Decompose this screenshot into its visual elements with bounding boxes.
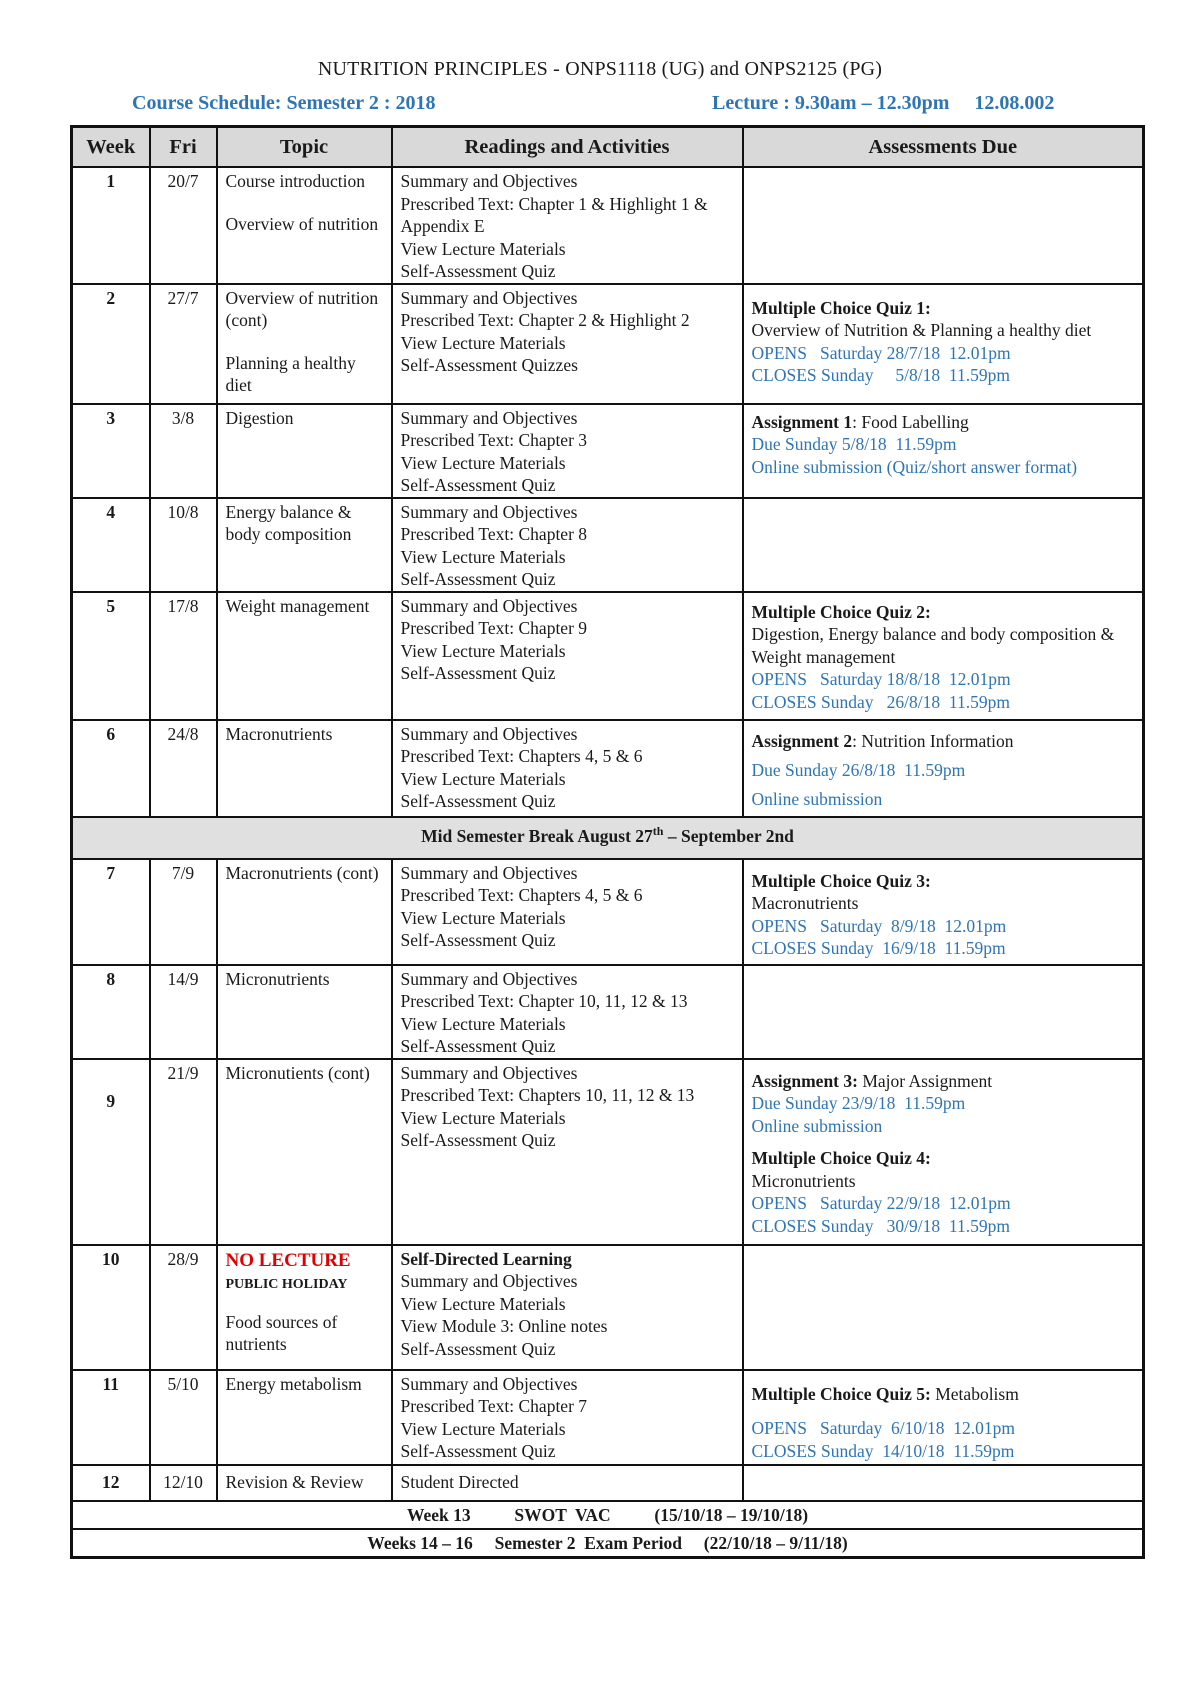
date-cell: 28/9 — [150, 1245, 217, 1370]
week-cell: 4 — [72, 498, 150, 592]
quiz-description: Digestion, Energy balance and body composition & Weight management — [751, 624, 1115, 667]
reading-item: Summary and Objectives — [400, 1271, 578, 1291]
assessment-cell — [743, 404, 1144, 498]
reading-item: Self-Assessment Quiz — [400, 1130, 556, 1150]
date-cell: 17/8 — [150, 592, 217, 720]
page-title: NUTRITION PRINCIPLES - ONPS1118 (UG) and ONPS2125 (PG) — [317, 58, 883, 80]
date-cell: 27/7 — [150, 284, 217, 404]
reading-item: Student Directed — [400, 1471, 519, 1492]
week-cell: 1 — [72, 167, 150, 284]
assignment-due: Due Sunday 26/8/18 11.59pm — [751, 759, 966, 780]
assessment-cell — [743, 1370, 1144, 1465]
break-superscript: th — [652, 823, 664, 838]
topic-cell — [217, 167, 392, 284]
assignment-submission: Online submission (Quiz/short answer format) — [751, 456, 1078, 477]
reading-item: Summary and Objectives — [400, 171, 578, 191]
date-cell: 12/10 — [150, 1465, 217, 1501]
break-prefix: Mid Semester Break August 27 — [421, 825, 653, 846]
week-cell: 5 — [72, 592, 150, 720]
quiz-title: Multiple Choice Quiz 2: — [751, 601, 931, 622]
readings-cell — [392, 167, 743, 284]
date-cell: 24/8 — [150, 720, 217, 817]
header-readings: Readings and Activities — [392, 127, 743, 168]
date-cell: 3/8 — [150, 404, 217, 498]
reading-item: View Lecture Materials — [400, 640, 566, 661]
topic-cell — [217, 404, 392, 498]
assignment-name: Major Assignment — [857, 1070, 993, 1091]
quiz-opens: OPENS Saturday 22/9/18 12.01pm — [751, 1193, 1011, 1213]
table-row — [72, 965, 1144, 1059]
table-row — [72, 720, 1144, 817]
lecture-info: Lecture : 9.30am – 12.30pm 12.08.002 — [712, 92, 1055, 114]
assessment-cell — [743, 284, 1144, 404]
readings-cell — [392, 284, 743, 404]
reading-item: Prescribed Text: Chapters 10, 11, 12 & 13 — [400, 1085, 695, 1105]
assessment-cell — [743, 965, 1144, 1059]
reading-item: Self-Assessment Quizzes — [400, 355, 578, 375]
quiz-closes: CLOSES Sunday 14/10/18 11.59pm — [751, 1440, 1015, 1461]
reading-item: Self-Assessment Quiz — [400, 1441, 556, 1461]
assessment-cell — [743, 1245, 1144, 1370]
reading-item: Summary and Objectives — [400, 723, 578, 744]
assignment-title: Assignment 3: — [751, 1070, 858, 1091]
reading-item: Prescribed Text: Chapter 2 & Highlight 2 — [400, 310, 690, 330]
quiz-title: Multiple Choice Quiz 4: — [751, 1148, 931, 1168]
topic-cell — [217, 859, 392, 965]
swot-vac-row — [72, 1501, 1144, 1529]
reading-item: Self-Assessment Quiz — [400, 261, 556, 281]
assignment-heading — [752, 1070, 1135, 1093]
topic-cell — [217, 1245, 392, 1370]
table-row — [72, 404, 1144, 498]
swot-vac-text: Week 13 SWOT VAC (15/10/18 – 19/10/18) — [406, 1504, 809, 1525]
assessment-cell — [743, 859, 1144, 965]
date-cell: 20/7 — [150, 167, 217, 284]
topic-text: Planning a healthy diet — [225, 352, 356, 395]
reading-item: Summary and Objectives — [400, 862, 578, 883]
quiz-opens: OPENS Saturday 18/8/18 12.01pm — [751, 669, 1011, 689]
reading-item: Summary and Objectives — [400, 287, 578, 308]
quiz-name: Metabolism — [930, 1383, 1019, 1404]
reading-item: View Lecture Materials — [400, 1013, 566, 1034]
topic-text: Food sources of nutrients — [225, 1311, 338, 1354]
quiz-closes: CLOSES Sunday 30/9/18 11.59pm — [751, 1215, 1010, 1236]
quiz-closes: CLOSES Sunday 5/8/18 11.59pm — [751, 365, 1010, 385]
quiz-closes: CLOSES Sunday 26/8/18 11.59pm — [751, 691, 1010, 712]
quiz-opens: OPENS Saturday 6/10/18 12.01pm — [751, 1418, 1015, 1438]
assessment-cell — [743, 592, 1144, 720]
topic-cell — [217, 965, 392, 1059]
table-row — [72, 859, 1144, 965]
reading-item: View Lecture Materials — [400, 452, 566, 473]
week-cell: 2 — [72, 284, 150, 404]
table-row — [72, 1370, 1144, 1465]
readings-cell — [392, 592, 743, 720]
topic-text: Overview of nutrition (cont) — [225, 287, 379, 330]
readings-cell — [392, 498, 743, 592]
table-row — [72, 167, 1144, 284]
exam-period-text: Weeks 14 – 16 Semester 2 Exam Period (22/10/18 – 9/11/18) — [367, 1532, 848, 1553]
quiz-title: Multiple Choice Quiz 5: — [751, 1383, 931, 1404]
quiz-opens: OPENS Saturday 28/7/18 12.01pm — [751, 342, 1011, 363]
date-cell: 7/9 — [150, 859, 217, 965]
reading-item: Summary and Objectives — [400, 1373, 578, 1394]
reading-item: Summary and Objectives — [400, 1062, 578, 1083]
topic-cell — [217, 592, 392, 720]
assignment-heading — [752, 411, 1135, 434]
reading-item: Prescribed Text: Chapters 4, 5 & 6 — [400, 885, 643, 905]
assignment-heading — [752, 727, 1135, 756]
assignment-name: : Food Labelling — [852, 411, 969, 432]
readings-cell — [392, 720, 743, 817]
reading-item: View Module 3: Online notes — [400, 1316, 608, 1336]
table-row — [72, 1059, 1144, 1245]
topic-cell — [217, 1370, 392, 1465]
mid-semester-break-row — [72, 817, 1144, 859]
quiz-description: Micronutrients — [751, 1170, 856, 1191]
exam-period-row — [72, 1529, 1144, 1558]
reading-item: Prescribed Text: Chapter 8 — [400, 524, 588, 544]
quiz-closes: CLOSES Sunday 16/9/18 11.59pm — [751, 938, 1006, 958]
readings-cell — [392, 965, 743, 1059]
mid-semester-break — [72, 817, 1144, 859]
table-row — [72, 1465, 1144, 1501]
reading-item: View Lecture Materials — [400, 768, 566, 789]
assignment-name: : Nutrition Information — [852, 730, 1014, 751]
topic-cell — [217, 284, 392, 404]
reading-item: Summary and Objectives — [400, 407, 578, 428]
topic-cell — [217, 1465, 392, 1501]
topic-text: Micronutients (cont) — [225, 1062, 370, 1083]
reading-item: Self-Assessment Quiz — [400, 475, 556, 495]
assessment-cell — [743, 167, 1144, 284]
reading-item: Self-Assessment Quiz — [400, 1338, 556, 1359]
week-cell: 12 — [72, 1465, 150, 1501]
assignment-due: Due Sunday 5/8/18 11.59pm — [751, 434, 957, 454]
topic-text: Energy metabolism — [225, 1373, 362, 1394]
reading-item: Self-Assessment Quiz — [400, 1036, 556, 1056]
assignment-due: Due Sunday 23/9/18 11.59pm — [751, 1093, 966, 1113]
reading-item: View Lecture Materials — [400, 238, 566, 259]
assessment-cell — [743, 498, 1144, 592]
reading-item: Prescribed Text: Chapter 9 — [400, 618, 588, 638]
week-cell: 9 — [72, 1059, 150, 1245]
no-lecture-label: NO LECTURE — [225, 1249, 351, 1271]
week-cell: 3 — [72, 404, 150, 498]
readings-cell — [392, 404, 743, 498]
table-header-row — [72, 127, 1144, 168]
schedule-label: Course Schedule: Semester 2 : 2018 — [132, 92, 436, 114]
readings-cell — [392, 1465, 743, 1501]
reading-item: View Lecture Materials — [400, 332, 566, 353]
reading-item: Prescribed Text: Chapter 3 — [400, 430, 588, 450]
week-cell: 8 — [72, 965, 150, 1059]
topic-text: Overview of nutrition — [225, 213, 379, 234]
reading-item: Self-Assessment Quiz — [400, 791, 556, 811]
topic-text: Course introduction — [225, 171, 365, 191]
quiz-title: Multiple Choice Quiz 1: — [751, 297, 931, 318]
quiz-title: Multiple Choice Quiz 3: — [751, 870, 931, 891]
table-row — [72, 1245, 1144, 1370]
topic-text: Digestion — [225, 407, 294, 428]
topic-cell — [217, 1059, 392, 1245]
assignment-title: Assignment 1 — [751, 411, 853, 432]
assignment-submission: Online submission — [751, 788, 883, 809]
table-row — [72, 498, 1144, 592]
date-cell: 5/10 — [150, 1370, 217, 1465]
reading-item: View Lecture Materials — [400, 546, 566, 567]
reading-item: View Lecture Materials — [400, 1107, 566, 1128]
reading-item: View Lecture Materials — [400, 1418, 566, 1439]
reading-item: Prescribed Text: Chapter 7 — [400, 1396, 588, 1416]
reading-item: Prescribed Text: Chapter 10, 11, 12 & 13 — [400, 991, 688, 1011]
reading-item: View Lecture Materials — [400, 907, 566, 928]
reading-item: Prescribed Text: Chapter 1 & Highlight 1 & Appendix E — [400, 193, 708, 236]
quiz-description: Macronutrients — [751, 893, 859, 913]
quiz-opens: OPENS Saturday 8/9/18 12.01pm — [751, 915, 1007, 936]
readings-cell — [392, 1370, 743, 1465]
readings-cell — [392, 1059, 743, 1245]
topic-text: Energy balance & body composition — [225, 501, 352, 544]
assignment-submission: Online submission — [751, 1115, 883, 1136]
topic-text: Macronutrients (cont) — [225, 862, 379, 883]
topic-text: Weight management — [225, 595, 370, 616]
readings-title: Self-Directed Learning — [400, 1248, 572, 1269]
table-row — [72, 592, 1144, 720]
table-row — [72, 284, 1144, 404]
date-cell: 10/8 — [150, 498, 217, 592]
assignment-title: Assignment 2 — [751, 730, 853, 751]
reading-item: Self-Assessment Quiz — [400, 930, 556, 950]
public-holiday-label: PUBLIC HOLIDAY — [225, 1277, 348, 1292]
header-assessments: Assessments Due — [743, 127, 1144, 168]
topic-cell — [217, 498, 392, 592]
week-cell: 10 — [72, 1245, 150, 1370]
date-cell: 21/9 — [150, 1059, 217, 1245]
header-week: Week — [72, 127, 150, 168]
quiz-heading — [752, 1383, 1135, 1406]
readings-cell — [392, 859, 743, 965]
assessment-cell — [743, 1465, 1144, 1501]
reading-item: Summary and Objectives — [400, 595, 578, 616]
exam-period-cell — [72, 1529, 1144, 1558]
topic-text: Revision & Review — [225, 1471, 364, 1492]
date-cell: 14/9 — [150, 965, 217, 1059]
reading-item: Summary and Objectives — [400, 501, 578, 522]
topic-text: Micronutrients — [225, 968, 330, 989]
reading-item: Prescribed Text: Chapters 4, 5 & 6 — [400, 746, 643, 766]
reading-item: View Lecture Materials — [400, 1293, 566, 1314]
topic-cell — [217, 720, 392, 817]
readings-cell — [392, 1245, 743, 1370]
week-cell: 11 — [72, 1370, 150, 1465]
break-suffix: – September 2nd — [663, 825, 794, 846]
reading-item: Self-Assessment Quiz — [400, 569, 556, 589]
header-fri: Fri — [150, 127, 217, 168]
swot-vac-cell — [72, 1501, 1144, 1529]
assessment-cell — [743, 1059, 1144, 1245]
course-schedule-table — [70, 125, 1145, 1559]
schedule-subtitle — [132, 92, 1122, 118]
reading-item: Summary and Objectives — [400, 968, 578, 989]
topic-text: Macronutrients — [225, 723, 333, 744]
reading-item: Self-Assessment Quiz — [400, 663, 556, 683]
quiz-description: Overview of Nutrition & Planning a healthy diet — [751, 320, 1092, 340]
week-cell: 7 — [72, 859, 150, 965]
assessment-cell — [743, 720, 1144, 817]
header-topic: Topic — [217, 127, 392, 168]
week-cell: 6 — [72, 720, 150, 817]
